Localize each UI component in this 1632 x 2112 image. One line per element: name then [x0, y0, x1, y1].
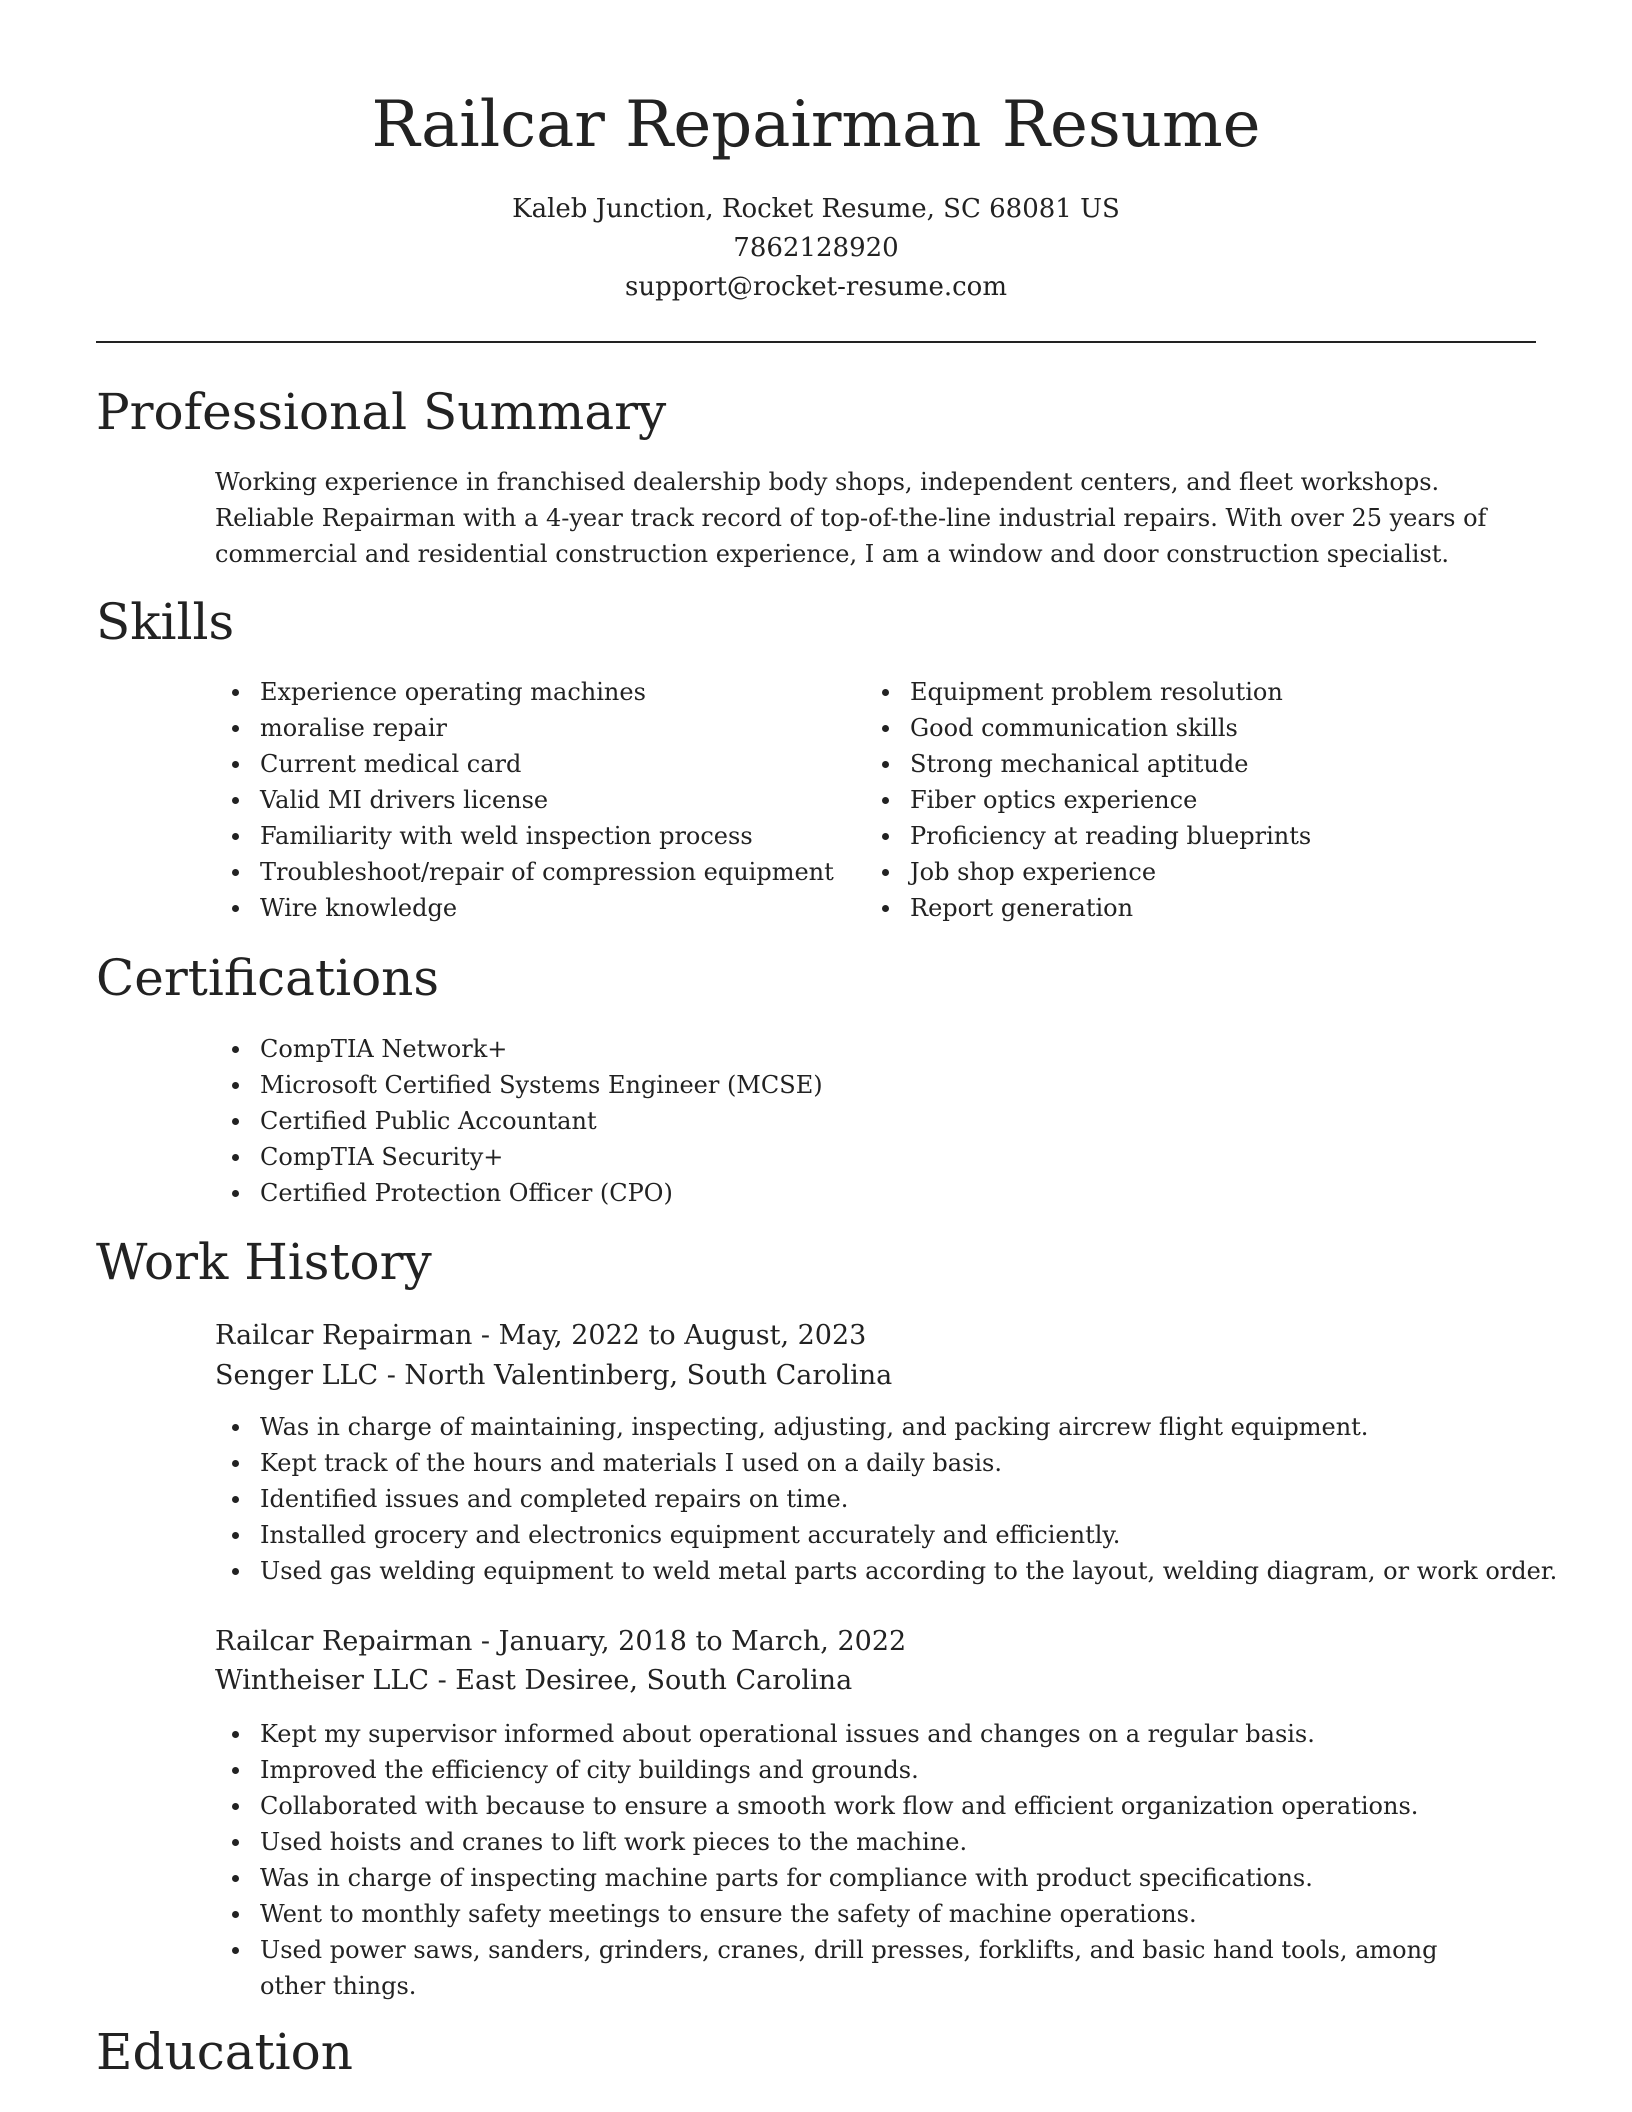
summary-heading: Professional Summary: [96, 383, 667, 441]
job-bullet: Used gas welding equipment to weld metal parts according to the layout, welding diagram, or work order.: [216, 1553, 1536, 1589]
skill-item: Troubleshoot/repair of compression equipment: [216, 854, 836, 890]
job-bullet: Used hoists and cranes to lift work pieces to the machine.: [216, 1824, 1476, 1860]
job-title-line: Railcar Repairman - May, 2022 to August, 2023: [215, 1320, 867, 1351]
certification-item: Microsoft Certified Systems Engineer (MCSE): [216, 1067, 1416, 1103]
job-bullet: Installed grocery and electronics equipment accurately and efficiently.: [216, 1517, 1536, 1553]
skill-item: Equipment problem resolution: [866, 674, 1486, 710]
skill-item: Job shop experience: [866, 854, 1486, 890]
skills-list-left: [216, 674, 836, 926]
job-bullet: Collaborated with because to ensure a smooth work flow and efficient organization operations.: [216, 1788, 1476, 1824]
certification-item: CompTIA Security+: [216, 1139, 1416, 1175]
skill-item: Current medical card: [216, 746, 836, 782]
skill-item: Proficiency at reading blueprints: [866, 818, 1486, 854]
work-history-heading: Work History: [96, 1233, 432, 1291]
certification-item: CompTIA Network+: [216, 1031, 1416, 1067]
certification-item: Certified Protection Officer (CPO): [216, 1175, 1416, 1211]
job-bullet: Kept my supervisor informed about operational issues and changes on a regular basis.: [216, 1716, 1476, 1752]
skill-item: Report generation: [866, 890, 1486, 926]
summary-text: Working experience in franchised dealership body shops, independent centers, and fleet workshops. Reliable Repairman with a 4-year track record of top-of-the-line industrial repairs. With over 25 years of commercial and residential construction experience, I am a window and door construction specialist.: [215, 468, 1487, 568]
skill-item: Strong mechanical aptitude: [866, 746, 1486, 782]
certification-item: Certified Public Accountant: [216, 1103, 1416, 1139]
contact-email: support@rocket-resume.com: [624, 272, 1007, 302]
skill-item: Fiber optics experience: [866, 782, 1486, 818]
skill-item: Good communication skills: [866, 710, 1486, 746]
skills-heading: Skills: [96, 593, 235, 651]
contact-block: [0, 190, 1632, 307]
certifications-list: [216, 1031, 1416, 1211]
job-bullet: Identified issues and completed repairs on time.: [216, 1481, 1536, 1517]
skill-item: Valid MI drivers license: [216, 782, 836, 818]
contact-phone: 7862128920: [733, 233, 899, 263]
skills-list-right: [866, 674, 1486, 926]
job-bullets: [216, 1409, 1558, 1589]
job-company-line: Wintheiser LLC - East Desiree, South Carolina: [215, 1665, 853, 1696]
job-bullet: Went to monthly safety meetings to ensure the safety of machine operations.: [216, 1896, 1476, 1932]
skill-item: Experience operating machines: [216, 674, 836, 710]
contact-address: Kaleb Junction, Rocket Resume, SC 68081 US: [512, 194, 1120, 224]
education-heading: Education: [96, 2023, 353, 2081]
job-bullets: [216, 1716, 1476, 2004]
skill-item: moralise repair: [216, 710, 836, 746]
job-company-line: Senger LLC - North Valentinberg, South Carolina: [215, 1360, 893, 1391]
skill-item: Familiarity with weld inspection process: [216, 818, 836, 854]
resume-title: Railcar Repairman Resume: [371, 88, 1261, 162]
job-title-line: Railcar Repairman - January, 2018 to March, 2022: [215, 1626, 907, 1657]
skill-item: Wire knowledge: [216, 890, 836, 926]
job-bullet: Was in charge of maintaining, inspecting, adjusting, and packing aircrew flight equipment.: [216, 1409, 1536, 1445]
job-bullet: Was in charge of inspecting machine parts for compliance with product specifications.: [216, 1860, 1476, 1896]
certifications-heading: Certifications: [96, 949, 440, 1007]
header-divider: [96, 341, 1536, 343]
job-bullet: Used power saws, sanders, grinders, cranes, drill presses, forklifts, and basic hand tools, among other things.: [216, 1932, 1476, 2004]
job-bullet: Improved the efficiency of city buildings and grounds.: [216, 1752, 1476, 1788]
job-bullet: Kept track of the hours and materials I used on a daily basis.: [216, 1445, 1536, 1481]
